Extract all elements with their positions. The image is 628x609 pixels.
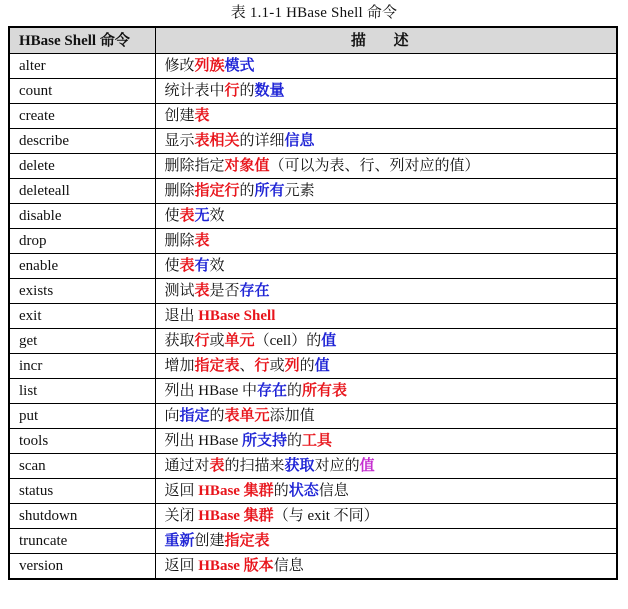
highlight-text: HBase 集群 <box>198 483 274 499</box>
description-cell <box>155 79 617 104</box>
highlight-text: 指定表 <box>194 358 240 374</box>
description-text: 、 <box>239 358 255 374</box>
description-text: 或 <box>269 358 285 374</box>
table-row <box>9 479 617 504</box>
description-cell <box>155 454 617 479</box>
table-row <box>9 529 617 554</box>
description-text: （与 exit 不同） <box>273 508 379 524</box>
highlight-text: 列族 <box>194 58 225 74</box>
table-row <box>9 104 617 129</box>
header-description: 描 述 <box>155 27 617 54</box>
description-cell <box>155 429 617 454</box>
highlight-text: 行 <box>254 358 270 374</box>
description-text: 关闭 <box>164 508 199 524</box>
highlight-text: 重新 <box>164 533 195 549</box>
highlight-text: 指定 <box>179 408 210 424</box>
description-text: 效 <box>209 208 225 224</box>
highlight-text: HBase Shell <box>198 308 276 324</box>
table-row <box>9 304 617 329</box>
description-text: 返回 <box>164 483 199 499</box>
description-cell <box>155 329 617 354</box>
highlight-text: 表 <box>179 208 195 224</box>
command-cell: deleteall <box>9 179 155 204</box>
highlight-text: 表 <box>194 233 210 249</box>
command-cell: put <box>9 404 155 429</box>
description-cell <box>155 379 617 404</box>
command-cell: create <box>9 104 155 129</box>
highlight-text: 表 <box>194 283 210 299</box>
table-row <box>9 329 617 354</box>
description-cell <box>155 229 617 254</box>
hbase-shell-command-table <box>8 26 618 580</box>
command-cell: enable <box>9 254 155 279</box>
description-cell <box>155 504 617 529</box>
highlight-text: 存在 <box>239 283 270 299</box>
description-text: 的详细 <box>239 133 285 149</box>
highlight-text: 模式 <box>224 58 255 74</box>
description-text: 删除 <box>164 233 195 249</box>
table-body <box>9 54 617 580</box>
table-row <box>9 254 617 279</box>
description-text: 列出 HBase 中 <box>164 383 257 399</box>
highlight-text: 所支持 <box>242 433 288 449</box>
description-cell <box>155 404 617 429</box>
description-cell <box>155 254 617 279</box>
description-text: 元素 <box>284 183 315 199</box>
description-text: 创建 <box>164 108 195 124</box>
description-text: 修改 <box>164 58 195 74</box>
description-cell <box>155 204 617 229</box>
table-row <box>9 129 617 154</box>
description-text: 的 <box>239 183 255 199</box>
table-row <box>9 54 617 79</box>
table-row <box>9 379 617 404</box>
command-cell: disable <box>9 204 155 229</box>
table-row <box>9 504 617 529</box>
highlight-text: HBase 集群 <box>198 508 274 524</box>
highlight-text: 值 <box>359 458 375 474</box>
description-cell <box>155 179 617 204</box>
description-text: 获取 <box>164 333 195 349</box>
description-text: 添加值 <box>269 408 315 424</box>
highlight-text: 无 <box>194 208 210 224</box>
highlight-text: 表相关 <box>194 133 240 149</box>
highlight-text: 所有表 <box>302 383 348 399</box>
highlight-text: 表 <box>209 458 225 474</box>
command-cell: scan <box>9 454 155 479</box>
description-cell <box>155 354 617 379</box>
description-cell <box>155 54 617 79</box>
table-row <box>9 179 617 204</box>
highlight-text: 指定行 <box>194 183 240 199</box>
description-text: 是否 <box>209 283 240 299</box>
description-cell <box>155 129 617 154</box>
header-command: HBase Shell 命令 <box>9 27 155 54</box>
description-text: 显示 <box>164 133 195 149</box>
description-text: 的 <box>209 408 225 424</box>
highlight-text: 状态 <box>288 483 319 499</box>
description-text: 统计表中 <box>164 83 225 99</box>
description-text: 的 <box>287 383 303 399</box>
command-cell: status <box>9 479 155 504</box>
description-text: 返回 <box>164 558 199 574</box>
highlight-text: 表 <box>194 108 210 124</box>
description-text: 的扫描来 <box>224 458 285 474</box>
highlight-text: 工具 <box>302 433 333 449</box>
command-cell: alter <box>9 54 155 79</box>
description-text: 通过对 <box>164 458 210 474</box>
table-row <box>9 229 617 254</box>
command-cell: get <box>9 329 155 354</box>
description-cell <box>155 279 617 304</box>
command-cell: exists <box>9 279 155 304</box>
description-text: 信息 <box>318 483 349 499</box>
table-caption: 表 1.1-1 HBase Shell 命令 <box>230 5 398 21</box>
command-cell: tools <box>9 429 155 454</box>
highlight-text: 列 <box>284 358 300 374</box>
highlight-text: 获取 <box>284 458 315 474</box>
description-text: 信息 <box>273 558 304 574</box>
description-text: 创建 <box>194 533 225 549</box>
command-cell: truncate <box>9 529 155 554</box>
description-text: 的 <box>287 433 303 449</box>
table-row <box>9 404 617 429</box>
command-cell: shutdown <box>9 504 155 529</box>
description-cell <box>155 529 617 554</box>
highlight-text: 行 <box>194 333 210 349</box>
description-text: 退出 <box>164 308 199 324</box>
description-cell <box>155 304 617 329</box>
highlight-text: 单元 <box>224 333 255 349</box>
highlight-text: 值 <box>321 333 337 349</box>
description-text: 效 <box>209 258 225 274</box>
table-row <box>9 204 617 229</box>
highlight-text: 存在 <box>257 383 288 399</box>
command-cell: list <box>9 379 155 404</box>
table-header-row <box>9 27 617 54</box>
highlight-text: 数量 <box>254 83 285 99</box>
highlight-text: HBase 版本 <box>198 558 274 574</box>
highlight-text: 值 <box>314 358 330 374</box>
table-row <box>9 154 617 179</box>
description-text: 使 <box>164 258 180 274</box>
description-cell <box>155 554 617 580</box>
table-row <box>9 354 617 379</box>
description-text: 增加 <box>164 358 195 374</box>
description-text: 的 <box>239 83 255 99</box>
highlight-text: 信息 <box>284 133 315 149</box>
description-cell <box>155 479 617 504</box>
highlight-text: 有 <box>194 258 210 274</box>
table-row <box>9 429 617 454</box>
command-cell: exit <box>9 304 155 329</box>
highlight-text: 对象值 <box>224 158 270 174</box>
command-cell: delete <box>9 154 155 179</box>
description-text: 使 <box>164 208 180 224</box>
description-text: 测试 <box>164 283 195 299</box>
description-text: 的 <box>273 483 289 499</box>
description-text: （可以为表、行、列对应的值） <box>269 158 480 174</box>
highlight-text: 表单元 <box>224 408 270 424</box>
command-cell: drop <box>9 229 155 254</box>
description-text: 列出 HBase <box>164 433 242 449</box>
description-text: 向 <box>164 408 180 424</box>
table-row <box>9 454 617 479</box>
description-text: 删除 <box>164 183 195 199</box>
highlight-text: 指定表 <box>224 533 270 549</box>
command-cell: incr <box>9 354 155 379</box>
command-cell: count <box>9 79 155 104</box>
command-cell: version <box>9 554 155 580</box>
table-row <box>9 79 617 104</box>
description-text: 的 <box>299 358 315 374</box>
highlight-text: 所有 <box>254 183 285 199</box>
table-row <box>9 554 617 580</box>
command-cell: describe <box>9 129 155 154</box>
description-text: （cell）的 <box>254 333 322 349</box>
highlight-text: 行 <box>224 83 240 99</box>
table-row <box>9 279 617 304</box>
description-cell <box>155 104 617 129</box>
description-text: 或 <box>209 333 225 349</box>
description-text: 删除指定 <box>164 158 225 174</box>
highlight-text: 表 <box>179 258 195 274</box>
description-cell <box>155 154 617 179</box>
description-text: 对应的 <box>314 458 360 474</box>
